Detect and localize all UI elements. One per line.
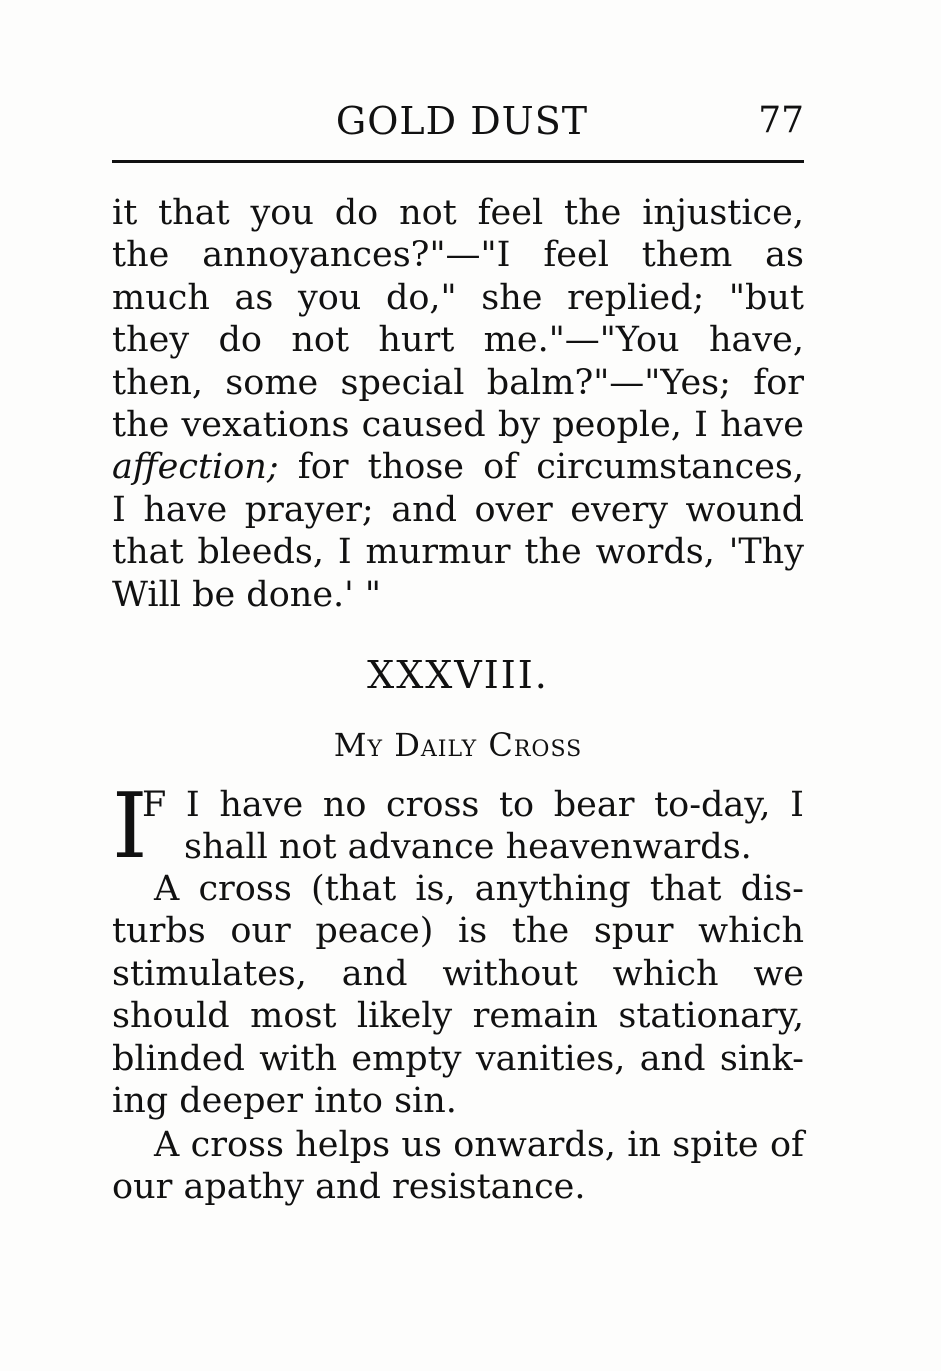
page-number: 77 [758,100,804,141]
text-line: they do not hurt me."—"You have, [112,320,804,361]
text-line: shall not advance heavenwards. [184,827,752,868]
continuation-paragraph [112,192,804,616]
text-line: our apathy and resistance. [112,1167,586,1208]
running-title: GOLD DUST [335,99,589,143]
text-line: Will be done.' " [112,574,382,615]
italic-word: affection; [112,447,279,488]
text-line: I have prayer; and over every wound [112,489,804,530]
text-line: then, some special balm?"—"Yes; for [112,362,804,403]
header-rule [112,160,804,163]
opening-paragraph [142,784,804,869]
section-title: My Daily Cross [333,726,583,764]
text-line: turbs our peace) is the spur which [112,911,804,952]
text-line: that bleeds, I murmur the words, 'Thy [112,532,804,573]
text-line: F I have no cross to bear to-day, I [142,785,804,825]
section-number: XXXVIII. [367,653,549,697]
text-line: stimulates, and without which we [112,953,804,994]
text-line: the vexations caused by people, I have [112,404,804,445]
text-line [112,446,804,488]
text-line: the annoyances?"—"I feel them as [112,235,804,276]
text-line: A cross helps us onwards, in spite of [154,1125,804,1165]
text-line: blinded with empty vanities, and sink- [112,1038,804,1079]
drop-cap: I [112,774,148,879]
running-head [112,96,812,146]
text-line: ing deeper into sin. [112,1080,457,1121]
text-line: should most likely remain stationary, [112,996,804,1037]
paragraph [112,868,804,1122]
text-fragment: for those of circumstances, [278,447,804,488]
text-line: much as you do," she replied; "but [112,277,804,318]
text-line: A cross (that is, anything that dis- [154,869,804,909]
paragraph [112,1124,804,1209]
text-line: it that you do not feel the injustice, [112,193,804,233]
